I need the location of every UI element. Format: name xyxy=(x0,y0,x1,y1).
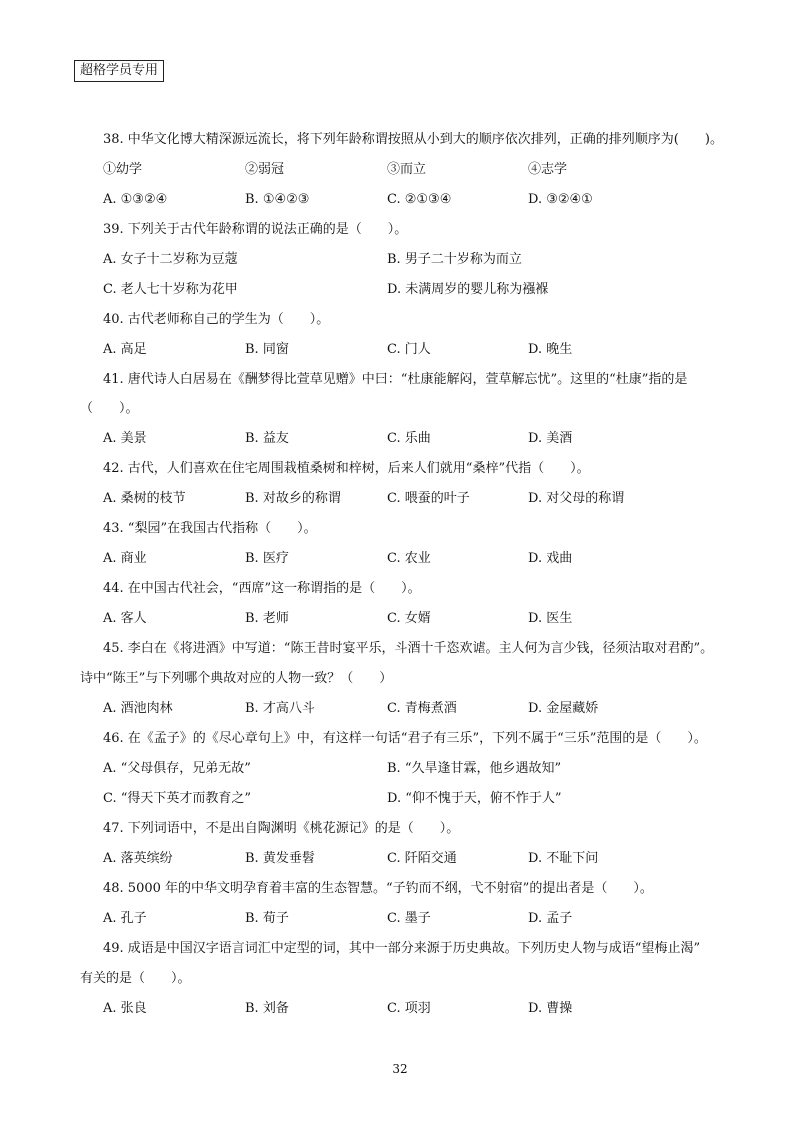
option-d: D. 曹操 xyxy=(528,1001,573,1016)
item: ①幼学 xyxy=(103,162,143,177)
item: ④志学 xyxy=(528,162,568,177)
option-c: C. 女婿 xyxy=(387,611,431,626)
option-a: A. 高足 xyxy=(103,342,147,357)
option-d: D. 晚生 xyxy=(528,342,573,357)
option-c: C. 乐曲 xyxy=(387,431,431,446)
option-d: D. 对父母的称谓 xyxy=(528,491,625,506)
option-d: D. 戏曲 xyxy=(528,551,573,566)
option-c: C. 青梅煮酒 xyxy=(387,701,457,716)
option-b: B. 才高八斗 xyxy=(245,701,315,716)
option-d: D. 医生 xyxy=(528,611,573,626)
option-a: A. 美景 xyxy=(103,431,147,446)
option-b: B. 医疗 xyxy=(245,551,289,566)
question-stem: 46. 在《孟子》的《尽心章句上》中，有这样一句话“君子有三乐”，下列不属于“三乐”范围的是（ ）。 xyxy=(103,731,707,746)
option-b: B. 男子二十岁称为而立 xyxy=(387,252,522,267)
option-b: B. 老师 xyxy=(245,611,289,626)
question-stem: 43. “梨园”在我国古代指称（ ）。 xyxy=(103,521,317,536)
option-a: A. 商业 xyxy=(103,551,147,566)
question-stem: 39. 下列关于古代年龄称谓的说法正确的是（ ）。 xyxy=(103,222,408,237)
option-d: D. 孟子 xyxy=(528,911,573,926)
question-stem: 47. 下列词语中，不是出自陶渊明《桃花源记》的是（ ）。 xyxy=(103,821,460,836)
option-d: D. 美酒 xyxy=(528,431,573,446)
option-b: B. “久旱逢甘霖，他乡遇故知” xyxy=(387,761,562,776)
question-stem-continued: （ ）。 xyxy=(80,401,139,416)
option-b: B. ①④②③ xyxy=(245,192,310,207)
option-a: A. 孔子 xyxy=(103,911,147,926)
option-c: C. 项羽 xyxy=(387,1001,431,1016)
option-c: C. 墨子 xyxy=(387,911,431,926)
item: ②弱冠 xyxy=(245,162,285,177)
item: ③而立 xyxy=(387,162,427,177)
option-b: B. 同窗 xyxy=(245,342,289,357)
option-d: D. ③②④① xyxy=(528,192,593,207)
option-a: A. 桑树的枝节 xyxy=(103,491,186,506)
option-b: B. 荀子 xyxy=(245,911,289,926)
option-b: B. 黄发垂髫 xyxy=(245,851,315,866)
option-c: C. 老人七十岁称为花甲 xyxy=(103,282,238,297)
question-stem: 44. 在中国古代社会，“西席”这一称谓指的是（ ）。 xyxy=(103,581,421,596)
option-b: B. 刘备 xyxy=(245,1001,289,1016)
option-d: D. 不耻下问 xyxy=(528,851,599,866)
option-a: A. 女子十二岁称为豆蔻 xyxy=(103,252,238,267)
option-a: A. “父母俱存，兄弟无故” xyxy=(103,761,251,776)
question-stem: 48. 5000 年的中华文明孕育着丰富的生态智慧。“子钓而不纲，弋不射宿”的提出者是（ ）。 xyxy=(103,881,653,896)
question-stem-continued: 诗中“陈王”与下列哪个典故对应的人物一致？（ ） xyxy=(80,671,393,686)
question-stem: 42. 古代，人们喜欢在住宅周围栽植桑树和梓树，后来人们就用“桑梓”代指（ ）。 xyxy=(103,461,590,476)
page-number: 32 xyxy=(392,1062,408,1076)
option-b: B. 对故乡的称谓 xyxy=(245,491,341,506)
option-d: D. 未满周岁的婴儿称为襁褓 xyxy=(387,282,549,297)
option-c: C. 阡陌交通 xyxy=(387,851,457,866)
question-stem: 41. 唐代诗人白居易在《酬梦得比萱草见赠》中曰：“杜康能解闷，萱草解忘忧”。这里的“杜康”指的是 xyxy=(103,372,688,387)
question-stem: 45. 李白在《将进酒》中写道：“陈王昔时宴平乐，斗酒十千恣欢谑。主人何为言少钱，径须沽取对君酌”。 xyxy=(103,641,714,656)
option-c: C. “得天下英才而教育之” xyxy=(103,791,252,806)
question-stem-continued: 有关的是（ ）。 xyxy=(80,971,191,986)
option-a: A. 客人 xyxy=(103,611,147,626)
option-c: C. ②①③④ xyxy=(387,192,452,207)
option-a: A. ①③②④ xyxy=(103,192,168,207)
option-d: D. “仰不愧于天，俯不怍于人” xyxy=(387,791,562,806)
option-a: A. 酒池肉林 xyxy=(103,701,173,716)
question-stem: 49. 成语是中国汉字语言词汇中定型的词，其中一部分来源于历史典故。下列历史人物与成语“望梅止渴” xyxy=(103,941,701,956)
option-a: A. 张良 xyxy=(103,1001,147,1016)
question-stem: 40. 古代老师称自己的学生为（ ）。 xyxy=(103,312,330,327)
question-stem: 38. 中华文化博大精深源远流长，将下列年龄称谓按照从小到大的顺序依次排列，正确的排列顺序为( )。 xyxy=(103,132,723,147)
option-c: C. 喂蚕的叶子 xyxy=(387,491,470,506)
option-a: A. 落英缤纷 xyxy=(103,851,173,866)
option-d: D. 金屋藏娇 xyxy=(528,701,599,716)
exclusive-badge: 超格学员专用 xyxy=(74,60,164,82)
option-c: C. 农业 xyxy=(387,551,431,566)
option-c: C. 门人 xyxy=(387,342,431,357)
option-b: B. 益友 xyxy=(245,431,289,446)
